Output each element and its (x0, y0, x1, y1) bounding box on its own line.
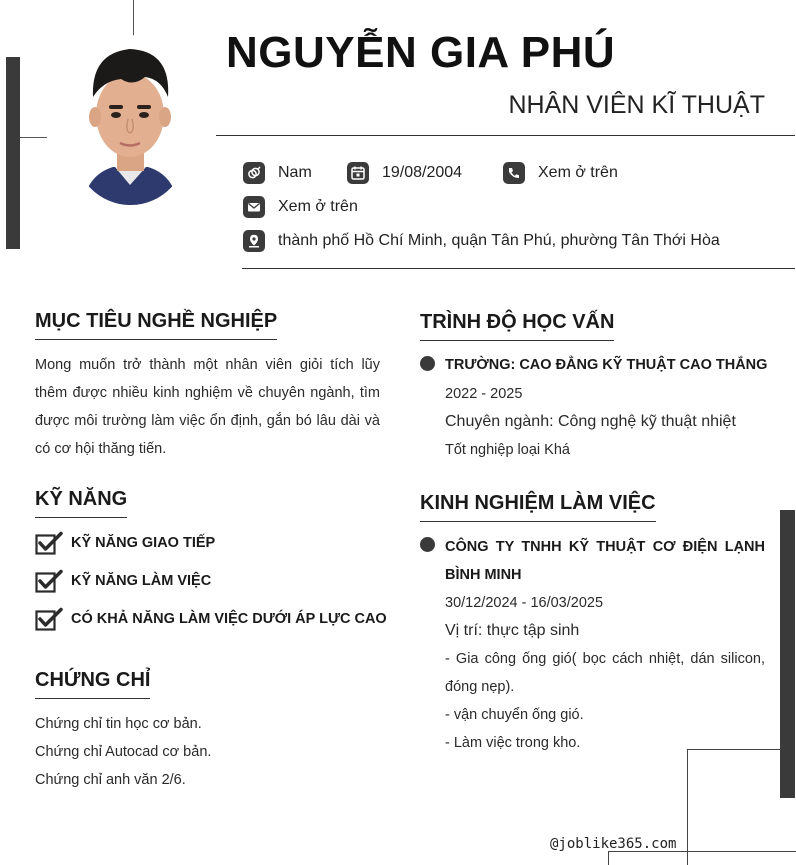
checkbox-checked-icon (35, 607, 63, 631)
mail-icon (243, 196, 265, 218)
bullet-dot (420, 537, 435, 552)
watermark: @joblike365.com (550, 836, 677, 852)
experience-heading: KINH NGHIỆM LÀM VIỆC (420, 492, 656, 522)
contact-divider (242, 268, 795, 269)
certificate-item: Chứng chỉ Autocad cơ bản. (35, 744, 212, 760)
certificate-item: Chứng chỉ anh văn 2/6. (35, 772, 186, 788)
contact-birthday (347, 162, 462, 184)
experience-task: - vận chuyển ống gió. (445, 707, 584, 723)
location-icon (243, 230, 265, 252)
certificate-item: Chứng chỉ tin học cơ bản. (35, 716, 202, 732)
phone-value: Xem ở trên (538, 164, 618, 181)
gender-icon (243, 162, 265, 184)
education-period: 2022 - 2025 (445, 386, 523, 402)
checkbox-checked-icon (35, 531, 63, 555)
decorative-box-bottom (608, 851, 796, 865)
skills-heading: KỸ NĂNG (35, 488, 127, 518)
profile-photo (73, 35, 188, 205)
contact-phone (503, 162, 618, 184)
header-divider (216, 135, 795, 136)
experience-task: - Gia công ống gió( bọc cách nhiệt, dán silicon, đóng nẹp). (445, 651, 765, 695)
address-value: thành phố Hồ Chí Minh, quận Tân Phú, phường Tân Thới Hòa (278, 232, 720, 249)
job-title: NHÂN VIÊN KĨ THUẬT (508, 91, 765, 119)
skill-item (35, 568, 211, 594)
objective-heading: MỤC TIÊU NGHỀ NGHIỆP (35, 310, 277, 340)
experience-position: Vị trí: thực tập sinh (445, 622, 580, 639)
decorative-bar-right (780, 510, 795, 798)
experience-period: 30/12/2024 - 16/03/2025 (445, 595, 604, 611)
email-value: Xem ở trên (278, 198, 358, 215)
contact-address (243, 230, 720, 252)
contact-email (243, 196, 358, 218)
skill-item (35, 606, 387, 632)
decorative-line-top (133, 0, 134, 40)
calendar-icon (347, 162, 369, 184)
gender-value: Nam (278, 164, 312, 181)
skill-label: KỸ NĂNG LÀM VIỆC (71, 573, 212, 589)
contact-gender (243, 162, 312, 184)
skill-item (35, 530, 215, 556)
experience-company: CÔNG TY TNHH KỸ THUẬT CƠ ĐIỆN LẠNH BÌNH MINH (445, 539, 765, 583)
decorative-box-bottom-right (687, 749, 781, 865)
birthday-value: 19/08/2004 (382, 164, 463, 181)
skill-label: KỸ NĂNG GIAO TIẾP (71, 535, 216, 551)
certificates-heading: CHỨNG CHỈ (35, 669, 150, 699)
experience-task: - Làm việc trong kho. (445, 735, 581, 751)
candidate-name: NGUYỄN GIA PHÚ (226, 28, 616, 77)
checkbox-checked-icon (35, 569, 63, 593)
education-heading: TRÌNH ĐỘ HỌC VẤN (420, 311, 614, 341)
decorative-bar-left (6, 57, 20, 249)
education-grade: Tốt nghiệp loại Khá (445, 442, 570, 458)
objective-text: Mong muốn trở thành một nhân viên giỏi tích lũy thêm được nhiều kinh nghiệm về chuyên ngành, tìm được môi trường làm việc ổn định, gắn bó lâu dài và có cơ hội thăng tiến. (35, 357, 380, 457)
education-school: TRƯỜNG: CAO ĐẲNG KỸ THUẬT CAO THẮNG (445, 357, 768, 373)
skill-label: CÓ KHẢ NĂNG LÀM VIỆC DƯỚI ÁP LỰC CAO (71, 611, 387, 627)
decorative-line-left (20, 137, 47, 138)
phone-icon (503, 162, 525, 184)
bullet-dot (420, 356, 435, 371)
education-major: Chuyên ngành: Công nghệ kỹ thuật nhiệt (445, 413, 736, 430)
